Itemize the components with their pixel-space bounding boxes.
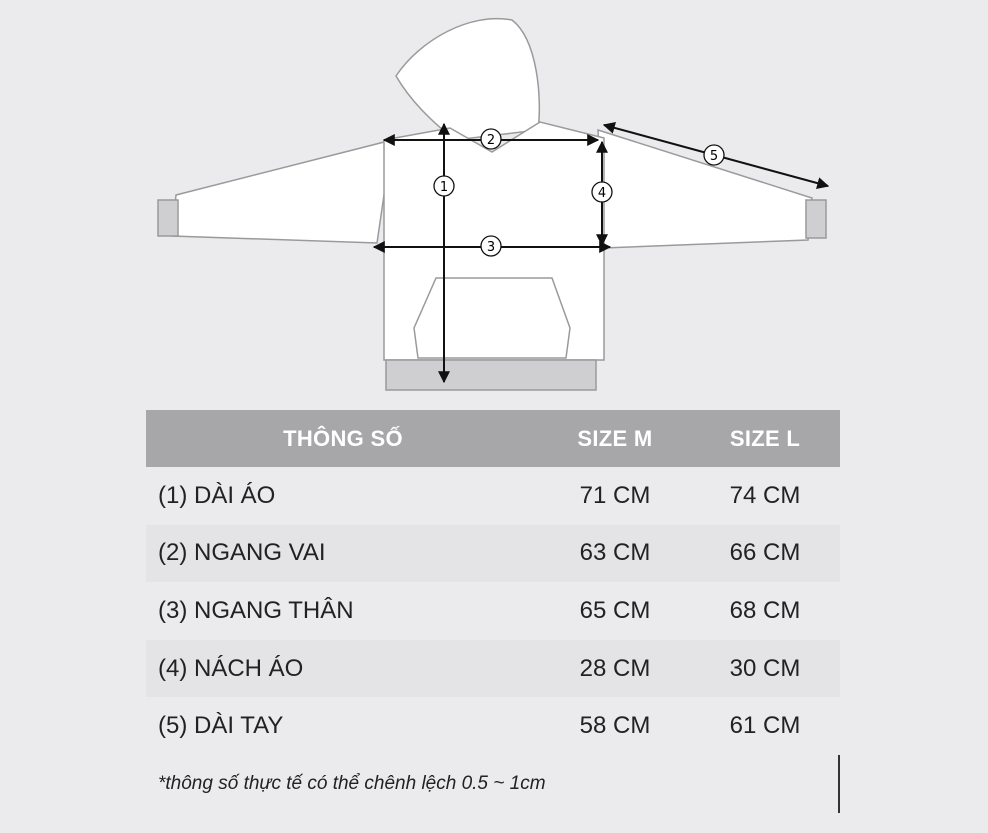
hoodie-shape	[158, 19, 826, 390]
right-cuff	[806, 200, 826, 238]
header-parameter: THÔNG SỐ	[146, 410, 540, 467]
header-size-l: SIZE L	[690, 410, 840, 467]
left-sleeve	[172, 140, 392, 243]
left-cuff	[158, 200, 178, 236]
hoodie-measurement-diagram	[0, 0, 988, 400]
measurement-note: *thông số thực tế có thể chênh lệch 0.5 ~ 1cm	[158, 773, 546, 794]
size-table	[146, 410, 840, 755]
hood	[396, 19, 539, 140]
svg-text:5: 5	[709, 149, 719, 164]
marker-2	[481, 129, 501, 149]
row-size-m: 63 CM	[540, 525, 690, 583]
row-label: (1) DÀI ÁO	[158, 481, 276, 509]
row-size-l: 74 CM	[729, 481, 801, 509]
row-size-l: 61 CM	[729, 712, 801, 740]
row-size-l: 30 CM	[690, 640, 840, 698]
hem-rib	[386, 360, 596, 390]
row-size-m: 65 CM	[579, 596, 651, 624]
marker-1	[434, 176, 454, 196]
table-row	[146, 467, 840, 525]
svg-text:2: 2	[486, 133, 496, 148]
right-sleeve	[598, 130, 812, 248]
table-row	[146, 697, 840, 755]
row-label: (2) NGANG VAI	[146, 525, 540, 583]
row-size-m: 58 CM	[579, 712, 651, 740]
row-label: (5) DÀI TAY	[158, 712, 284, 740]
marker-4	[592, 182, 612, 202]
svg-text:3: 3	[486, 240, 496, 255]
row-size-m: 28 CM	[540, 640, 690, 698]
svg-text:4: 4	[597, 186, 607, 201]
table-row	[146, 582, 840, 640]
row-size-l: 66 CM	[690, 525, 840, 583]
row-label: (3) NGANG THÂN	[158, 596, 354, 624]
kangaroo-pocket	[414, 278, 570, 358]
row-label: (4) NÁCH ÁO	[146, 640, 540, 698]
row-size-m: 71 CM	[579, 481, 651, 509]
table-row	[146, 525, 840, 583]
table-header-row	[146, 410, 840, 467]
vertical-divider	[838, 755, 840, 813]
marker-3	[481, 236, 501, 256]
svg-text:1: 1	[439, 180, 449, 195]
header-size-m: SIZE M	[540, 410, 690, 467]
table-row	[146, 640, 840, 698]
row-size-l: 68 CM	[729, 596, 801, 624]
marker-5	[704, 145, 724, 165]
